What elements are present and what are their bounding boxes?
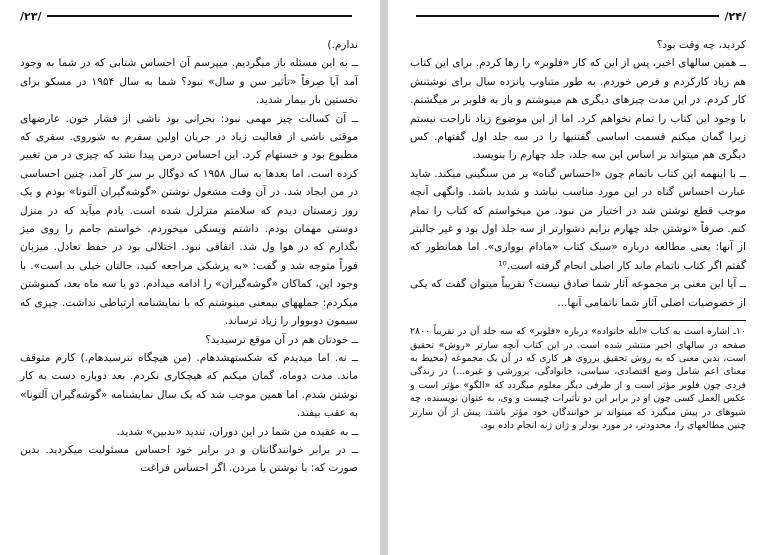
footnote-rule bbox=[636, 320, 746, 321]
paragraph: ــ آن کسالت چیز مهمی نبود: بحرانی بود ناشی از فشار خون. عارضهای موقتی ناشی از فعالیت زیاد در جریان اولین سفرم به شوروی. سفری که مطبوع بود و خستهام کرد. این احساس درمن پیدا نشد که چیزی در من تغییر کرده است. اما بعدها به سال ۱۹۵۸ که دوگال بر سر کار آمد، چنین احساسی در من ایجاد شد. در آن وقت مشغول نوشتن «گوشه‌گیران آلتونا» بودم و یک روز زمستان دیدم که سلامتم متزلزل شده است. یادم میآید که در منزل دوستی مهمان بودم. داشتم ویسکی میخوردم. خواستم جامم را روی میز بگذارم که در هوا ول شد. اتفاقی نبود. اختلالی بود در حفظ تعادل. میزبان فوراً متوجه شد و گفت: «به پزشکی مراجعه کنید، حالتان خیلی بد است». با وجود این، کماکان «گوشه‌گیران» را ادامه میدادم. دو یا سه ماه بعد، کمنوشتن میکردم: جملههای بیمعنی مینوشتم که با نمایشنامه ارتباطی نداشت. چیزی که سیمون دوبووار را زیاد ترساند. bbox=[20, 112, 358, 328]
paragraph: ــ با اینهمه این کتاب ناتمام چون «احساس گناه» بر من سنگینی میکند. شاید عبارت احساس گناه در این مورد مناسب نباشد و شدید باشد. وانگهی آنچه موجب قطع نوشتن شد در اختیار من نبود. من میخواستم که کتاب را تمام کنم. صرفاً «نوشتن جلد چهارم برایم دشوارتر از سه جلد اول بود و غیر جالبتر از آنها: یعنی مطالعه درباره «سبک کتاب «مادام بوواری». اما همانطور که گفتم اگر کتاب ناتمام ماند کار اصلی انجام گرفته است.¹⁰ bbox=[410, 167, 746, 272]
left-page-number: /۲۳/ bbox=[20, 9, 42, 23]
right-page-number: /۲۴/ bbox=[724, 9, 746, 23]
header-rule bbox=[47, 15, 352, 17]
left-page-header bbox=[20, 8, 358, 24]
header-rule bbox=[416, 15, 719, 17]
right-page-body bbox=[410, 36, 746, 312]
paragraph: ــ آیا این معنی بر مجموعه آثار شما صادق نیست؟ تقریباً میتوان گفت که یکی از خصوصیات اصلی آثار شما ناتمامی آنها... bbox=[410, 278, 746, 309]
footnote: ۱۰ـ اشاره است به کتاب «ابله خانواده» درباره «فلوبر» که سه جلد آن در تقریباً ۲۸۰۰ صفحه در سالهای اخیر منتشر شده است. در این کتاب آنچه سارتر «روش» تحقیق است، بدین معنی که به روش تحقیق برروی هر کاری که در آن یک مجموعه (محیط به معنای اعم شامل وضع اقتصادی، سیاسی، خانوادگی، پرورشی و غیره...) در زندگی فردی چون فلوبر مؤثر است و از طرفی دیگر معلوم میگردد که «الگو» مؤثر است و عکس العمل کسی چون او در برابر این دو تأثیرات چیست و وی، به عنوان نویسنده، چه شیوهای در پیش میگیرد که میتواند بر خوانندگان خود مؤثر باشد. پیش از آن سارتر چنین مطالعهای را، محدودتر، در مورد بودلر و ژان ژنه انجام داده بود. bbox=[410, 326, 746, 431]
paragraph: ــ به عقیده من شما در این دوران، تندید «بدبین» شدید. bbox=[116, 425, 358, 438]
paragraph: ــ همین سالهای اخیر، پس از این که کار «فلوبر» را رها کردم. برای این کتاب هم زیاد کارکردم و فرص خوردم. به طور متناوب پانزده سال برای نوشتنش کار کردم. در این مدت چیزهای دیگری هم مینوشتم و باز به فلوبر بر میگشتم. با وجود این کتاب را تمام نخواهم کرد. اما از این موضوع زیاد ناراحت نیستم زیرا گمان میکنم قسمت اساسی گفتنیها را در سه جلد اول گفتهام. کس دیگری هم میتواند بر اساس این سه جلد، جلد چهارم را بنویسد. bbox=[410, 57, 746, 162]
right-page bbox=[384, 0, 768, 555]
right-page-header bbox=[410, 8, 746, 24]
left-page-body bbox=[20, 36, 358, 478]
paragraph: ندارم.) bbox=[327, 39, 358, 51]
paragraph: ــ خودتان هم در آن موقع ترسیدید؟ bbox=[205, 333, 358, 346]
paragraph: کردید، چه وقت بود؟ bbox=[656, 39, 746, 51]
paragraph: ــ به این مسئله باز میگردیم. میپرسم آن احساس شتابی که در شما به وجود آمد آیا صِرفاً «تأثیر سن و سال» نبود؟ شما به سال ۱۹۵۴ در مسکو برای نخستین بار بیمار شدید. bbox=[20, 57, 358, 107]
paragraph: ــ نه. اما میدیدم که شکستهشدهام. (من هیچگاه نترسیدهام.) کارم متوقف ماند. مدت دوماه، گمان میکنم که هیچکاری نکردم. بعد دوباره دست به کار نوشتن شدم. اما همین موجب شد که یک سال نمایشنامه «گوشه‌گیران آلتونا» به عقب بیفتد. bbox=[20, 351, 358, 420]
paragraph: ــ در برابر خوانندگانتان و در برابر خود احساس مسئولیت میکردید. بدین صورت که: با نوشتن یا مردن. اگر احساس فراغت bbox=[20, 443, 358, 475]
